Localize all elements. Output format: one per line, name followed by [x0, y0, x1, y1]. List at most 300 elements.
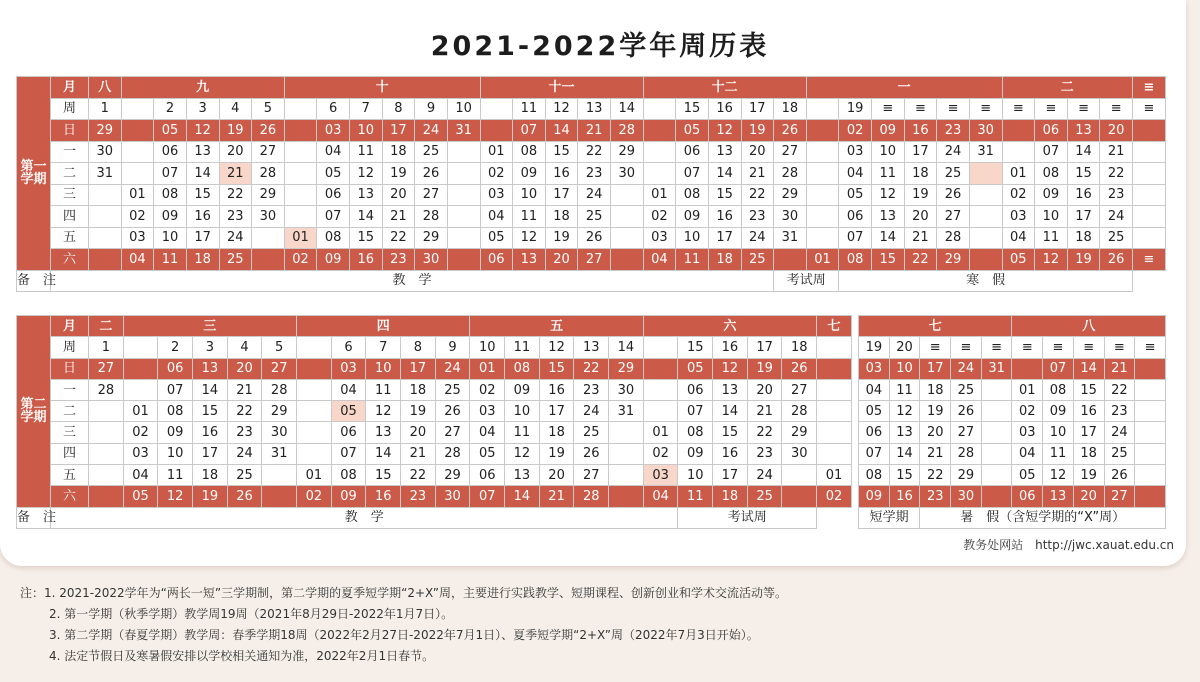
- date-cell: 20: [1100, 120, 1133, 142]
- date-cell: [969, 163, 1002, 185]
- date-cell: 17: [708, 227, 741, 249]
- date-cell: [447, 141, 480, 163]
- week-number: ≡: [1012, 337, 1043, 358]
- note-2: 2. 第一学期（秋季学期）教学周19周（2021年8月29日-2022年1月7日）。: [49, 607, 454, 621]
- date-cell: 01: [284, 227, 317, 249]
- row-label-month: 月: [51, 77, 89, 99]
- date-cell: 29: [415, 227, 448, 249]
- week-number: 12: [545, 98, 578, 120]
- month-header: 十: [284, 77, 480, 99]
- date-cell: [611, 184, 644, 206]
- date-cell: [447, 227, 480, 249]
- date-cell: [89, 443, 124, 464]
- row-label-day: 五: [51, 227, 89, 249]
- date-cell: 18: [904, 163, 937, 185]
- row-label-remark: 备 注: [17, 507, 51, 528]
- row-label-week: 周: [51, 337, 89, 358]
- date-cell: [1133, 227, 1166, 249]
- date-cell: [123, 379, 158, 400]
- date-cell: 18: [539, 422, 574, 443]
- date-cell: 25: [951, 379, 982, 400]
- date-cell: 16: [713, 443, 748, 464]
- date-cell: [121, 163, 154, 185]
- date-cell: 28: [435, 443, 470, 464]
- date-cell: 08: [839, 249, 872, 271]
- date-cell: 14: [350, 206, 383, 228]
- date-cell: [1135, 465, 1166, 486]
- date-cell: 20: [904, 206, 937, 228]
- date-cell: 01: [480, 141, 513, 163]
- date-cell: [447, 206, 480, 228]
- date-cell: 08: [505, 358, 540, 379]
- month-header: 四: [297, 316, 470, 337]
- date-cell: 27: [89, 358, 124, 379]
- date-cell: 10: [1035, 206, 1068, 228]
- row-label-remark: 备 注: [17, 270, 51, 292]
- date-cell: 26: [252, 120, 285, 142]
- date-cell: 22: [741, 184, 774, 206]
- date-cell: 20: [539, 465, 574, 486]
- week-number: 16: [708, 98, 741, 120]
- date-cell: 09: [331, 486, 366, 507]
- date-cell: 27: [951, 422, 982, 443]
- date-cell: 17: [186, 227, 219, 249]
- page-title: 2021-2022学年周历表: [430, 31, 770, 62]
- date-cell: 30: [89, 141, 122, 163]
- date-cell: 27: [1104, 486, 1135, 507]
- week-number: [480, 98, 513, 120]
- date-cell: 23: [920, 486, 951, 507]
- date-cell: 09: [317, 249, 350, 271]
- date-cell: [806, 206, 839, 228]
- date-cell: 26: [415, 163, 448, 185]
- date-cell: 06: [859, 422, 890, 443]
- date-cell: 15: [186, 184, 219, 206]
- week-number: ≡: [1133, 98, 1166, 120]
- date-cell: 19: [382, 163, 415, 185]
- date-cell: 25: [574, 422, 609, 443]
- date-cell: ≡: [1133, 249, 1166, 271]
- date-cell: [297, 443, 332, 464]
- date-cell: 16: [708, 206, 741, 228]
- date-cell: 30: [951, 486, 982, 507]
- date-cell: 30: [435, 486, 470, 507]
- date-cell: 28: [262, 379, 297, 400]
- date-cell: 20: [382, 184, 415, 206]
- date-cell: 07: [154, 163, 187, 185]
- week-number: 11: [505, 337, 540, 358]
- date-cell: 11: [158, 465, 193, 486]
- date-cell: 07: [839, 227, 872, 249]
- date-cell: 19: [747, 358, 782, 379]
- date-cell: 28: [89, 379, 124, 400]
- date-cell: 13: [713, 379, 748, 400]
- date-cell: 27: [782, 379, 817, 400]
- date-cell: 11: [676, 249, 709, 271]
- date-cell: 31: [981, 358, 1012, 379]
- date-cell: 23: [1104, 401, 1135, 422]
- week-number: ≡: [1135, 337, 1166, 358]
- date-cell: [1135, 443, 1166, 464]
- week-number: 18: [782, 337, 817, 358]
- date-cell: [817, 401, 852, 422]
- week-number: ≡: [920, 337, 951, 358]
- date-cell: 27: [937, 206, 970, 228]
- date-cell: 29: [89, 120, 122, 142]
- month-header: 二: [1002, 77, 1133, 99]
- week-number: 16: [713, 337, 748, 358]
- week-number: 14: [609, 337, 644, 358]
- date-cell: 29: [252, 184, 285, 206]
- date-cell: 04: [121, 249, 154, 271]
- week-number: 7: [366, 337, 401, 358]
- date-cell: 21: [578, 120, 611, 142]
- date-cell: [817, 422, 852, 443]
- date-cell: 24: [951, 358, 982, 379]
- row-label-day: 四: [51, 206, 89, 228]
- date-cell: 18: [545, 206, 578, 228]
- date-cell: 23: [937, 120, 970, 142]
- date-cell: [806, 141, 839, 163]
- date-cell: [447, 184, 480, 206]
- week-number: 15: [678, 337, 713, 358]
- row-label-week: 周: [51, 98, 89, 120]
- date-cell: 07: [513, 120, 546, 142]
- date-cell: [817, 379, 852, 400]
- date-cell: 01: [817, 465, 852, 486]
- date-cell: 17: [904, 141, 937, 163]
- date-cell: 17: [713, 465, 748, 486]
- date-cell: 05: [676, 120, 709, 142]
- date-cell: [774, 249, 807, 271]
- date-cell: [1002, 141, 1035, 163]
- date-cell: 15: [366, 465, 401, 486]
- date-cell: 11: [154, 249, 187, 271]
- date-cell: [806, 120, 839, 142]
- week-number: [643, 98, 676, 120]
- summer-table: [858, 315, 1166, 529]
- date-cell: 20: [401, 422, 436, 443]
- date-cell: [1012, 358, 1043, 379]
- date-cell: [969, 249, 1002, 271]
- date-cell: 12: [1035, 249, 1068, 271]
- date-cell: 19: [545, 227, 578, 249]
- date-cell: 01: [806, 249, 839, 271]
- date-cell: [480, 120, 513, 142]
- date-cell: 23: [574, 379, 609, 400]
- date-cell: 28: [937, 227, 970, 249]
- date-cell: 08: [678, 422, 713, 443]
- date-cell: 19: [193, 486, 228, 507]
- date-cell: [981, 443, 1012, 464]
- date-cell: 04: [1002, 227, 1035, 249]
- remark-cell: 考试周: [774, 270, 839, 292]
- date-cell: 30: [262, 422, 297, 443]
- date-cell: 25: [578, 206, 611, 228]
- date-cell: 02: [643, 206, 676, 228]
- week-number: 2: [154, 98, 187, 120]
- remark-cell: 寒 假: [839, 270, 1133, 292]
- date-cell: [643, 358, 678, 379]
- date-cell: 27: [574, 465, 609, 486]
- date-cell: 16: [539, 379, 574, 400]
- date-cell: 06: [1035, 120, 1068, 142]
- date-cell: 18: [1067, 227, 1100, 249]
- date-cell: 02: [480, 163, 513, 185]
- date-cell: [447, 249, 480, 271]
- date-cell: 26: [1104, 465, 1135, 486]
- date-cell: 02: [284, 249, 317, 271]
- date-cell: 02: [1002, 184, 1035, 206]
- date-cell: 09: [678, 443, 713, 464]
- date-cell: [806, 227, 839, 249]
- semester-2-table: [16, 315, 852, 529]
- date-cell: 22: [904, 249, 937, 271]
- date-cell: 25: [219, 249, 252, 271]
- date-cell: 19: [920, 401, 951, 422]
- week-number: 3: [193, 337, 228, 358]
- week-number: ≡: [981, 337, 1012, 358]
- date-cell: 11: [505, 422, 540, 443]
- date-cell: 15: [889, 465, 920, 486]
- date-cell: 16: [889, 486, 920, 507]
- week-number: 9: [435, 337, 470, 358]
- month-header: 一: [806, 77, 1002, 99]
- date-cell: 06: [480, 249, 513, 271]
- date-cell: 31: [262, 443, 297, 464]
- date-cell: [817, 443, 852, 464]
- date-cell: 24: [227, 443, 262, 464]
- date-cell: 21: [747, 401, 782, 422]
- date-cell: 22: [920, 465, 951, 486]
- date-cell: [262, 465, 297, 486]
- date-cell: 10: [678, 465, 713, 486]
- week-number: 20: [889, 337, 920, 358]
- date-cell: 04: [480, 206, 513, 228]
- date-cell: 11: [1035, 227, 1068, 249]
- date-cell: [284, 206, 317, 228]
- row-label-day: 三: [51, 184, 89, 206]
- date-cell: 07: [1043, 358, 1074, 379]
- date-cell: 05: [1012, 465, 1043, 486]
- date-cell: 09: [1043, 401, 1074, 422]
- date-cell: [643, 401, 678, 422]
- date-cell: 08: [1035, 163, 1068, 185]
- date-cell: 09: [505, 379, 540, 400]
- date-cell: 09: [859, 486, 890, 507]
- date-cell: [1135, 486, 1166, 507]
- date-cell: 25: [937, 163, 970, 185]
- week-number: 19: [859, 337, 890, 358]
- date-cell: 12: [713, 358, 748, 379]
- date-cell: 15: [708, 184, 741, 206]
- date-cell: 08: [1043, 379, 1074, 400]
- date-cell: 10: [889, 358, 920, 379]
- date-cell: 05: [331, 401, 366, 422]
- date-cell: [782, 465, 817, 486]
- date-cell: 05: [470, 443, 505, 464]
- month-header: 十一: [480, 77, 643, 99]
- date-cell: 07: [1035, 141, 1068, 163]
- date-cell: [609, 465, 644, 486]
- date-cell: 06: [317, 184, 350, 206]
- date-cell: 06: [676, 141, 709, 163]
- date-cell: 04: [123, 465, 158, 486]
- date-cell: 22: [382, 227, 415, 249]
- row-label-day: 二: [51, 401, 89, 422]
- row-label-day: 日: [51, 120, 89, 142]
- date-cell: 09: [154, 206, 187, 228]
- row-label-month: 月: [51, 316, 89, 337]
- date-cell: 17: [193, 443, 228, 464]
- date-cell: 30: [252, 206, 285, 228]
- date-cell: [1133, 206, 1166, 228]
- date-cell: 31: [609, 401, 644, 422]
- week-number: [123, 337, 158, 358]
- date-cell: [89, 249, 122, 271]
- week-number: [806, 98, 839, 120]
- remark-cell: 短学期: [859, 507, 920, 528]
- date-cell: 01: [470, 358, 505, 379]
- date-cell: [1133, 120, 1166, 142]
- semester-label: 第二学期: [17, 316, 51, 508]
- date-cell: 27: [578, 249, 611, 271]
- date-cell: [1135, 358, 1166, 379]
- date-cell: [252, 227, 285, 249]
- date-cell: [284, 141, 317, 163]
- date-cell: [609, 486, 644, 507]
- date-cell: 24: [747, 465, 782, 486]
- date-cell: 10: [1043, 422, 1074, 443]
- date-cell: 17: [401, 358, 436, 379]
- date-cell: 14: [366, 443, 401, 464]
- row-label-day: 三: [51, 422, 89, 443]
- date-cell: [262, 486, 297, 507]
- date-cell: 06: [678, 379, 713, 400]
- date-cell: [252, 249, 285, 271]
- semester-label: 第一学期: [17, 77, 51, 271]
- date-cell: 03: [317, 120, 350, 142]
- date-cell: [1135, 422, 1166, 443]
- date-cell: [123, 358, 158, 379]
- date-cell: 05: [1002, 249, 1035, 271]
- week-number: 7: [350, 98, 383, 120]
- date-cell: 15: [1067, 163, 1100, 185]
- date-cell: 13: [872, 206, 905, 228]
- week-number: 11: [513, 98, 546, 120]
- date-cell: 10: [513, 184, 546, 206]
- date-cell: 04: [643, 486, 678, 507]
- date-cell: 01: [1012, 379, 1043, 400]
- date-cell: 17: [545, 184, 578, 206]
- date-cell: [981, 401, 1012, 422]
- date-cell: 02: [470, 379, 505, 400]
- date-cell: 17: [1067, 206, 1100, 228]
- date-cell: [1002, 120, 1035, 142]
- date-cell: 14: [708, 163, 741, 185]
- date-cell: 18: [1073, 443, 1104, 464]
- date-cell: 07: [470, 486, 505, 507]
- date-cell: 10: [158, 443, 193, 464]
- date-cell: 30: [415, 249, 448, 271]
- date-cell: 17: [382, 120, 415, 142]
- website-info: 教务处网站 http://jwc.xauat.edu.cn: [963, 538, 1174, 552]
- date-cell: 25: [1104, 443, 1135, 464]
- date-cell: 25: [435, 379, 470, 400]
- date-cell: 15: [545, 141, 578, 163]
- date-cell: 20: [219, 141, 252, 163]
- week-number: ≡: [904, 98, 937, 120]
- date-cell: 26: [1100, 249, 1133, 271]
- date-cell: [89, 486, 124, 507]
- week-number: 8: [401, 337, 436, 358]
- date-cell: [969, 227, 1002, 249]
- date-cell: 09: [1035, 184, 1068, 206]
- date-cell: 25: [1100, 227, 1133, 249]
- date-cell: 19: [741, 120, 774, 142]
- date-cell: 25: [741, 249, 774, 271]
- date-cell: 24: [219, 227, 252, 249]
- date-cell: 13: [186, 141, 219, 163]
- month-header: 九: [121, 77, 284, 99]
- date-cell: 20: [747, 379, 782, 400]
- date-cell: 29: [609, 358, 644, 379]
- date-cell: [806, 163, 839, 185]
- week-number: 2: [158, 337, 193, 358]
- date-cell: 24: [1100, 206, 1133, 228]
- date-cell: 04: [317, 141, 350, 163]
- date-cell: [1133, 184, 1166, 206]
- date-cell: 02: [643, 443, 678, 464]
- date-cell: 15: [350, 227, 383, 249]
- date-cell: 31: [969, 141, 1002, 163]
- date-cell: 13: [193, 358, 228, 379]
- month-header: ≡: [1133, 77, 1166, 99]
- week-number: 4: [227, 337, 262, 358]
- date-cell: 29: [774, 184, 807, 206]
- date-cell: 31: [89, 163, 122, 185]
- date-cell: 29: [951, 465, 982, 486]
- date-cell: 15: [193, 401, 228, 422]
- week-number: 15: [676, 98, 709, 120]
- date-cell: 08: [154, 184, 187, 206]
- date-cell: 12: [708, 120, 741, 142]
- date-cell: 12: [158, 486, 193, 507]
- date-cell: 16: [186, 206, 219, 228]
- date-cell: 05: [154, 120, 187, 142]
- week-number: [297, 337, 332, 358]
- date-cell: 21: [1100, 141, 1133, 163]
- date-cell: 30: [611, 163, 644, 185]
- date-cell: 18: [708, 249, 741, 271]
- date-cell: 03: [643, 227, 676, 249]
- week-number: 13: [578, 98, 611, 120]
- date-cell: 16: [366, 486, 401, 507]
- date-cell: 06: [1012, 486, 1043, 507]
- week-number: ≡: [1104, 337, 1135, 358]
- date-cell: 01: [643, 422, 678, 443]
- week-number: ≡: [951, 337, 982, 358]
- date-cell: 15: [1073, 379, 1104, 400]
- date-cell: 03: [1002, 206, 1035, 228]
- date-cell: 26: [951, 401, 982, 422]
- date-cell: [782, 486, 817, 507]
- date-cell: 27: [435, 422, 470, 443]
- date-cell: 08: [859, 465, 890, 486]
- date-cell: 23: [227, 422, 262, 443]
- date-cell: 22: [1100, 163, 1133, 185]
- date-cell: 14: [1073, 358, 1104, 379]
